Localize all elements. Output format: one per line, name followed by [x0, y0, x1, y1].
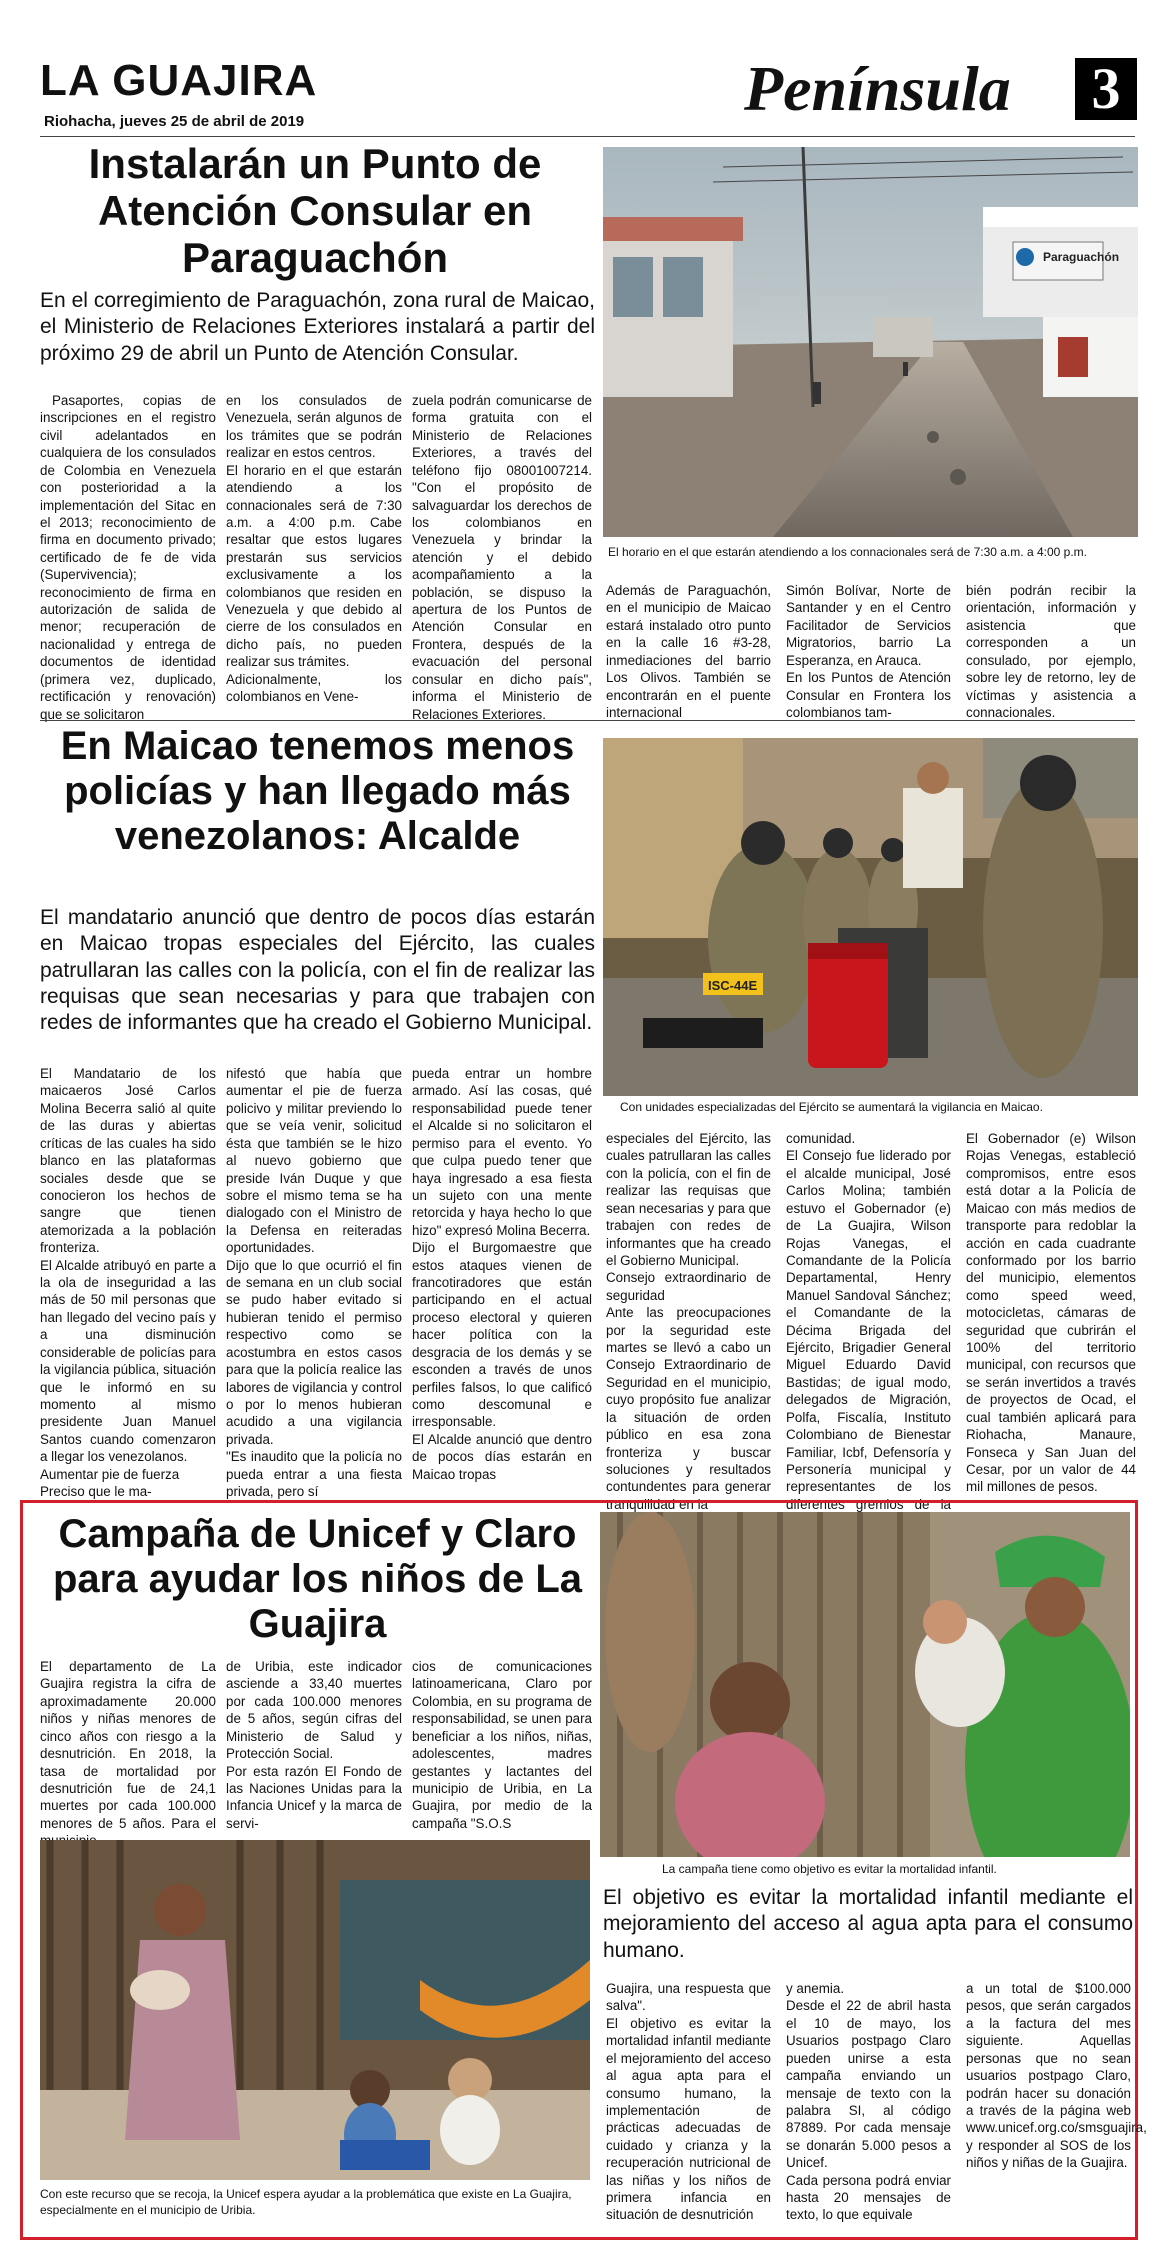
license-plate: ISC-44E: [708, 978, 758, 993]
article1-lead: En el corregimiento de Paraguachón, zona rural de Maicao, el Ministerio de Relaciones Exteriores instalará a partir del próximo 29 de abril un Punto de Atención Consular.: [40, 289, 595, 365]
article1-caption: El horario en el que estarán atendiendo a los connacionales será de 7:30 a.m. a 4:00 p.m.: [608, 545, 1087, 559]
article1-col6: bién podrán recibir la orientación, información y asistencia que corresponden a un consulado, por ejemplo, sobre ley de retorno, ley de víctimas y asistencia a connacionales.: [966, 583, 1136, 720]
article2-col4: especiales del Ejército, las cuales patrullaran las calles con la policía, con el fin de realizar las requisas que sean necesarias y para que trabajen con redes de informantes que ha creado el Gobierno Municipal. Consejo extraordinario de seguridad Ante las preocupaciones por la seguridad este martes se llevó a cabo un Consejo Extraordinario de Seguridad en el municipio, cuyo propósito fue analizar la situación de orden público en esa zona fronteriza y buscar soluciones y resultados contundentes para generar tranquilidad en la: [606, 1131, 771, 1512]
soldiers-photo: [603, 738, 1138, 1096]
mother-baby-photo: [600, 1512, 1130, 1857]
article2-headline: En Maicao tenemos menos policías y han llegado más venezolanos: Alcalde: [60, 724, 575, 858]
article3-col3: cios de comunicaciones latinoamericana, Claro por Colombia, en su programa de responsabilidad, se unen para beneficiar a los niños, niñas, adolescentes, madres gestantes y lactantes del municipio de Uribia, en La Guajira, por medio de la campaña "S.O.S: [412, 1659, 592, 1831]
article3-col1: El departamento de La Guajira registra la cifra de aproximadamente 20.000 niños y niñas menores de cinco años con riesgo a la desnutrición. En 2018, la tasa de mortalidad por desnutrición fue de 24,1 muertes por cada 100.000 menores de 5 años. Para el: [40, 1659, 216, 1831]
masthead-rule: [40, 136, 1135, 137]
article3-caption-top: La campaña tiene como objetivo es evitar la mortalidad infantil.: [662, 1862, 997, 1876]
article1-col2: en los consulados de Venezuela, serán algunos de los trámites que se podrán realizar en estos centros. El horario en el que estarán atendiendo a los connacionales será de 7:30 a.m. a 4:00 p.m. Cabe resaltar que estos lugares prestarán sus servicios exclusivamente a los colombianos que residen en Venezuela y que debido al cierre de los consulados en dicho país, no pueden realizar sus trámites. Adicionalmente, los colombianos en Vene-: [226, 393, 402, 705]
article1-col1: [40, 392, 216, 723]
article1-col5: Simón Bolívar, Norte de Santander y en el Centro Facilitador de Servicios Migratorios, barrio La Esperanza, en Arauca. En los Puntos de Atención Consular en Frontera los colombianos tam-: [786, 583, 951, 720]
article3-col5: y anemia. Desde el 22 de abril hasta el 10 de mayo, los Usuarios postpago Claro pueden unirse a esta campaña enviando un mensaje de texto con la palabra SI, al código 87889. Por cada mensaje se donarán 5.000 pesos a Unicef. Cada persona podrá enviar hasta 20 mensajes de texto, lo que equivale: [786, 1981, 951, 2223]
article1-col3: zuela podrán comunicarse de forma gratuita con el Ministerio de Relaciones Exteriores, a través del teléfono fijo 08001007214. "Con el propósito de salvaguardar los derechos de los colombianos en Venezuela y brindar la atención y el debido acompañamiento a la población, se dispuso la apertura de los Puntos de Atención Consular en Frontera, después de la evacuación del personal consular en dicho país", informa el Ministerio de Relaciones Exteriores.: [412, 393, 592, 722]
article3-headline: Campaña de Unicef y Claro para ayudar los niños de La Guajira: [52, 1512, 583, 1646]
article3-col6: a un total de $100.000 pesos, que serán cargados a la factura del mes siguiente. Aquellas personas que no sean usuarios postpago Claro, podrán hacer su donación a través de la página web www.unicef.org.co/smsguajira, y responder al SOS de los niños y niñas de la Guajira.: [966, 1981, 1147, 2171]
article1-col1-text: Pasaportes, copias de inscripciones en el registro civil adelantados en cualquiera de los consulados de Colombia en Venezuela con posterioridad a la implementación del Sitac en el 2013; reconocimiento de firma en documento privado; certificado de fe de vida (Supervivencia); reconocimiento de firma en autorización de salida de menor; recuperación de nacionalidad y entrega de documentos de identidad (primera vez, duplicado, rectificación y renovación) que se solicitaron: [40, 393, 216, 722]
article3-col4: Guajira, una respuesta que salva". El objetivo es evitar la mortalidad infantil mediante el mejoramiento del acceso al agua apta para el consumo humano, la implementación de prácticas adecuadas de cuidado y crianza y la recuperación nutricional de las niñas y los niños de primera infancia en situación de desnutrición: [606, 1981, 771, 2223]
article1-headline: Instalarán un Punto de Atención Consular en Paraguachón: [88, 140, 542, 282]
article2-col3: pueda entrar un hombre armado. Así las cosas, qué responsabilidad puede tener el Alcalde si no solicitaron el permiso para el evento. Yo que culpa puedo tener que haya ingresado a esa fiesta un sujeto con una mente retorcida y haya hecho lo que hizo" expresó Molina Becerra. Dijo el Burgomaestre que estos ataques vienen de francotiradores que están participando en el actual proceso electoral y quieren hacer política con la desgracia de los demás y se esconden a través de unos perfiles falsos, lo que calificó como descomunal e irresponsable. El Alcalde anunció que dentro de pocos días estarán en Maicao tropas: [412, 1066, 592, 1482]
article1-rule: [40, 720, 1135, 721]
customs-sign: Paraguachón: [1043, 250, 1120, 264]
article3-lead: El objetivo es evitar la mortalidad infantil mediante el mejoramiento del acceso al agua apta para el consumo humano.: [603, 1886, 1133, 1962]
family-photo: [40, 1840, 590, 2180]
article2-col1: El Mandatario de los maicaeros José Carlos Molina Becerra salió al quite de las duras y abiertas críticas de las cuales ha sido blanco en las plataformas sociales desde que se conocieron los hechos de sangre que tienen atemorizada a la población fronteriza. El Alcalde atribuyó en parte a la ola de inseguridad a las más de 50 mil personas que han llegado del vecino país y a una disminución considerable de policías para la vigilancia pública, situación que le informó en su momento al mismo presidente Juan Manuel Santos cuando comenzaron a llegar los venezolanos. Aumentar pie de fuerza Preciso que le ma-: [40, 1066, 216, 1500]
article2-col2: nifestó que había que aumentar el pie de fuerza policivo y militar previendo lo que se veía venir, solicitud ésta que también se le hizo al nuevo gobierno que preside Iván Duque y que sobre el mismo tema se ha dialogado con el Ministro de la Defensa en reiteradas oportunidades. Dijo que lo que ocurrió el fin de semana en un club social se pudo haber evitado si hubieran tenido el permiso respectivo como se acostumbra en estos casos para que la policía realice las labores de vigilancia y control o por lo menos hubieran acudido a una vigilancia privada. "Es inaudito que la policía no pueda entrar a una fiesta privada, pero sí: [226, 1066, 402, 1500]
section-name: Península: [744, 53, 1011, 124]
article3-col2: de Uribia, este indicador asciende a 33,40 muertes por cada 100.000 menores de 5 años, según cifras del Ministerio de Salud y Protección Social. Por esta razón El Fondo de las Naciones Unidas para la Infancia Unicef y la marca de servi-: [226, 1659, 402, 1831]
dateline: Riohacha, jueves 25 de abril de 2019: [44, 113, 305, 130]
paraguachon-photo: [603, 147, 1138, 537]
article2-col5: comunidad. El Consejo fue liderado por el alcalde municipal, José Carlos Molina; también estuvo el Gobernador (e) de La Guajira, Wilson Rojas Vanegas, el Comandante de la Policía Departamental, Henry Manuel Sandoval Sánchez; el Comandante de la Décima Brigada del Ejército, Brigadier General Miguel Eduardo David Bastidas; de igual modo, delegados de Migración, Polfa, Fiscalía, Instituto Colombiano de Bienestar Familiar, Icbf, Defensoría y Personería municipal y representantes de los diferentes gremios de la: [786, 1131, 951, 1512]
article2-caption: Con unidades especializadas del Ejército se aumentará la vigilancia en Maicao.: [620, 1100, 1043, 1114]
article2-lead: El mandatario anunció que dentro de pocos días estarán en Maicao tropas especiales del Ejército, las cuales patrullaran las calles con la policía, con el fin de realizar las requisas que sean necesarias y para que trabajen con redes de informantes que ha creado el Gobierno Municipal.: [40, 906, 595, 1034]
article2-col6: El Gobernador (e) Wilson Rojas Venegas, estableció compromisos, entre esos está dotar a la Policía de Maicao con más medios de transporte para redoblar la acción en cada cuadrante conformado por los barrio del municipio, elementos como speed weed, motocicletas, cámaras de seguridad que cubrirán el 100% del territorio municipal, con recursos que se serán invertidos a través de proyectos de Ocad, el cual también aplicará para Riohacha, Manaure, Fonseca y San Juan del Cesar, por un valor de 44 mil millones de pesos.: [966, 1131, 1136, 1495]
page-number: 3: [1075, 58, 1137, 120]
paper-name: LA GUAJIRA: [40, 56, 318, 105]
article3-caption-bottom: Con este recurso que se recoja, la Unicef espera ayudar a la problemática que existe en La Guajira, especialmente en el municipio de Uribia.: [40, 2187, 572, 2217]
article1-col4: Además de Paraguachón, en el municipio de Maicao estará instalado otro punto en la calle 16 #3-28, inmediaciones del barrio Los Olivos. También se encontrarán en el puente internacional: [606, 583, 771, 720]
